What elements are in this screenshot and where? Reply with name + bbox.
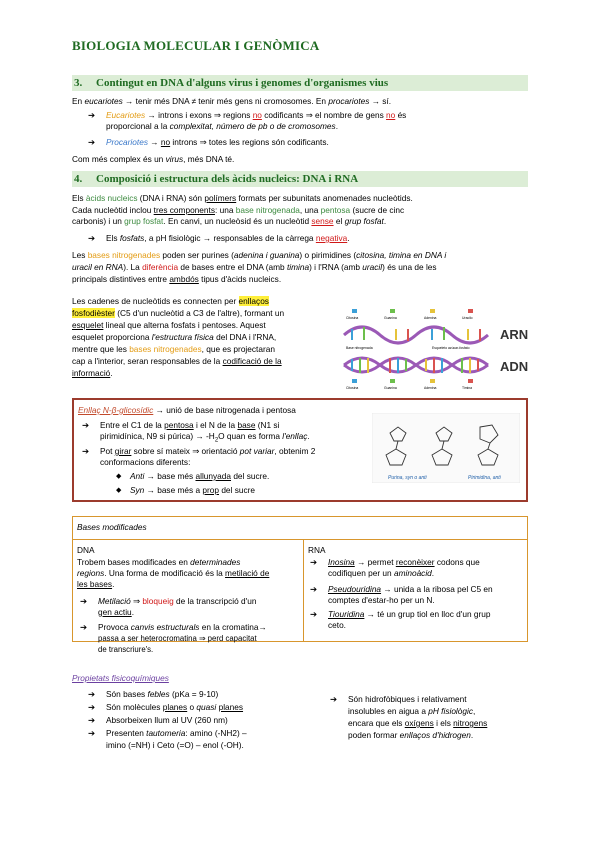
arrow-icon: ➔ <box>80 596 87 606</box>
section-3-header <box>72 75 528 91</box>
diamond-bullet-icon: ◆ <box>116 473 122 480</box>
box1-b1: Pot girar sobre sí mateix ⇒ orientació pot variar, obtenim 2 <box>100 446 316 456</box>
document-title: BIOLOGIA MOLECULAR I GENÒMICA <box>72 38 320 53</box>
arrow-icon: ➔ <box>80 622 87 632</box>
section-4-number: 4. <box>74 173 83 185</box>
section-4-title: Composició i estructura dels àcids nucleics: DNA i RNA <box>96 173 359 185</box>
box2-inosina: Inosina → permet reconèixer codons que <box>328 557 480 567</box>
section-4-header <box>72 171 528 187</box>
arrow-icon: ➔ <box>310 609 317 619</box>
box2-rna-heading: RNA <box>308 545 326 555</box>
box2-metilacio: Metilació ⇒ bloqueig de la transcripció d'un <box>98 596 257 606</box>
s4-chain-line-5: mentre que les bases nitrogenades, que es projectaran <box>72 344 275 354</box>
label-pyrimidine: Pirimidina, anti <box>468 475 501 481</box>
label-esqueleto: Esqueleto azúcar-fosfato <box>432 346 470 350</box>
arrow-icon: ➔ <box>82 420 89 430</box>
nucleoside-structures-figure <box>372 413 520 483</box>
arrow-icon: ➔ <box>330 694 337 704</box>
svg-text:Adenina: Adenina <box>424 316 437 320</box>
rna-dna-helix-figure <box>342 307 528 393</box>
box2-pseudouridina: Pseudouridina → unida a la ribosa pel C5 en <box>328 584 493 594</box>
svg-text:Timina: Timina <box>462 386 473 390</box>
props-r3: encara que els oxígens i els nitrogens <box>348 718 488 728</box>
adn-label: ADN <box>500 359 528 374</box>
box1-a2: pirimidínica, N9 si púrica) → $-H_2O$ quan es forma l'enllaç. <box>100 431 310 444</box>
s4-line-2: Cada nucleòtid inclou tres components: una base nitrogenada, una pentosa (sucre de cinc <box>72 205 405 215</box>
props-title: Propietats fisicoquímiques <box>72 673 169 683</box>
props-l3: Absorbeixen llum al UV (260 nm) <box>106 715 228 725</box>
svg-text:Uracilo: Uracilo <box>462 316 473 320</box>
svg-text:Adenina: Adenina <box>424 386 437 390</box>
s4-chain-line-6: cap a l'interior, seran responsables de la codificació de la <box>72 356 282 366</box>
s4-chain-line-7: informació. <box>72 368 113 378</box>
rna-legend <box>346 309 473 320</box>
box2-tiouridina-2: ceto. <box>328 620 346 630</box>
section-3-title: Contingut en DNA d'alguns virus i genomes d'organismes vius <box>96 77 389 89</box>
box2-dna-3: les bases. <box>77 579 115 589</box>
s3-para-1: En eucariotes → tenir més DNA ≠ tenir més gens ni cromosomes. En procariotes → sí. <box>72 96 392 106</box>
s3-bullet-eucariotes-line2: proporcional a la complexitat, número de pb o de cromosomes. <box>106 121 338 131</box>
box1-anti: Anti → base més allunyada del sucre. <box>130 471 270 481</box>
props-r4: poden formar enllaços d'hidrogen. <box>348 730 474 740</box>
props-l4: Presenten tautomeria: amino (-NH2) – <box>106 728 247 738</box>
arrow-icon: ➔ <box>310 584 317 594</box>
s4-chain-line-2: fosfodièster (C5 d'un nucleòtid a C3 de l'altre), formant un <box>72 308 285 318</box>
box2-dna-heading: DNA <box>77 545 95 555</box>
box1-a1: Entre el C1 de la pentosa i el N de la base (N1 si <box>100 420 280 430</box>
s4-chain-line-1: Les cadenes de nucleòtids es connecten per enllaços <box>72 296 269 306</box>
box2-pseudouridina-2: comptes d'estar-ho per un N. <box>328 595 435 605</box>
box2-provoca-2: passa a ser heterocromatina ⇒ perd capacitat <box>98 634 257 643</box>
box2-title: Bases modificades <box>77 522 147 532</box>
props-l1: Són bases febles (pKa = 9-10) <box>106 689 219 699</box>
s4-chain-line-3: esquelet lineal que alterna fosfats i pentoses. Aquest <box>72 320 266 330</box>
box2-tiouridina: Tiouridina → té un grup tiol en lloc d'un grup <box>328 609 491 619</box>
box2-metilacio-2: gen actiu. <box>98 607 134 617</box>
box2-dna-1: Trobem bases modificades en determinades <box>77 557 241 567</box>
arrow-icon: ➔ <box>88 702 95 712</box>
dna-strand <box>344 358 488 373</box>
arrow-icon: ➔ <box>88 728 95 738</box>
dna-legend <box>346 379 473 390</box>
arrow-icon: ➔ <box>88 137 95 147</box>
arn-label: ARN <box>500 327 528 342</box>
arrow-icon: ➔ <box>88 110 95 120</box>
box2-inosina-2: codifiquen per un aminoàcid. <box>328 568 435 578</box>
box2-provoca: Provoca canvis estructurals en la cromatina→ <box>98 622 267 632</box>
column-divider <box>303 539 304 641</box>
arrow-icon: ➔ <box>310 557 317 567</box>
arrow-icon: ➔ <box>88 715 95 725</box>
s3-bullet-procariotes: Procariotes → no introns ⇒ totes les regions són codificants. <box>106 137 329 147</box>
svg-text:Guanina: Guanina <box>384 316 397 320</box>
props-l5: imino (=NH) i Ceto (=O) – enol (-OH). <box>106 740 244 750</box>
box2-provoca-3: de transcriure's. <box>98 645 154 654</box>
s4-bullet-fosfats: Els fosfats, a pH fisiològic → responsables de la càrrega negativa. <box>106 233 350 243</box>
rna-strand <box>344 327 488 343</box>
box2-dna-2: regions. Una forma de modificació és la metilació de <box>77 568 270 578</box>
props-l2: Són molècules planes o quasi planes <box>106 702 244 712</box>
box1-b2: conformacions diferents: <box>100 457 191 467</box>
s4-chain-line-4: esquelet proporciona l'estructura física del DNA i l'RNA, <box>72 332 277 342</box>
arrow-icon: ➔ <box>82 446 89 456</box>
svg-text:Citosina: Citosina <box>346 316 359 320</box>
s4-line-3: carbonis) i un grup fosfat. En canvi, un nucleòsid és un nucleòtid sense el grup fosfat. <box>72 216 387 226</box>
label-purine: Purina, syn o anti <box>388 475 427 481</box>
arrow-icon: ➔ <box>88 689 95 699</box>
props-r1: Són hidrofòbiques i relativament <box>348 694 467 704</box>
props-r2: insolubles en aigua a pH fisiològic, <box>348 706 476 716</box>
s4-bases-line-3: principals distintives entre ambdós tipus d'àcids nucleics. <box>72 274 282 284</box>
arrow-icon: ➔ <box>88 233 95 243</box>
box1-title: Enllaç N-β-glicosídic → unió de base nitrogenada i pentosa <box>78 405 296 415</box>
s3-para-2: Com més complex és un virus, més DNA té. <box>72 154 235 164</box>
s4-bases-line-1: Les bases nitrogenades poden ser purines (adenina i guanina) o pirimidines (citosina, timina en DNA i <box>72 250 447 260</box>
box1-syn: Syn → base més a prop del sucre <box>130 485 255 495</box>
s4-bases-line-2: uracil en RNA). La diferència de bases entre el DNA (amb timina) i l'RNA (amb uracil) és una de les <box>72 262 437 272</box>
svg-text:Guanina: Guanina <box>384 386 397 390</box>
s4-line-1: Els àcids nucleics (DNA i RNA) són polímers formats per subunitats anomenades nucleòtids. <box>72 193 413 203</box>
label-base-nitrogenada: Base nitrogenada <box>346 346 373 350</box>
diamond-bullet-icon: ◆ <box>116 487 122 494</box>
svg-text:Citosina: Citosina <box>346 386 359 390</box>
section-3-number: 3. <box>74 77 83 89</box>
s3-bullet-eucariotes: Eucariotes → introns i exons ⇒ regions no codificants ⇒ el nombre de gens no és <box>106 110 407 120</box>
